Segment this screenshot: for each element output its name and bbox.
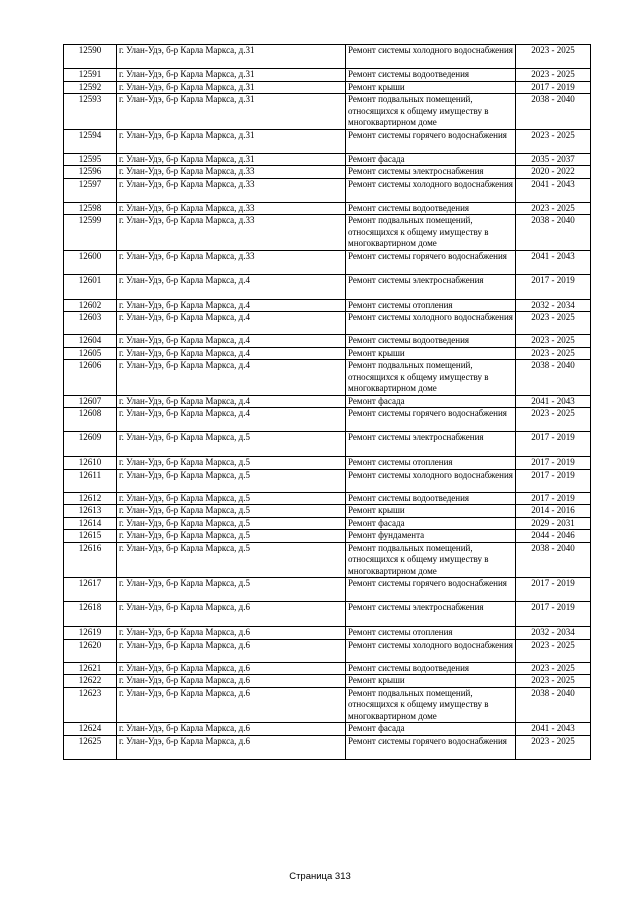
- table-row: [64, 335, 591, 348]
- row-work-type: Ремонт системы холодного водоснабжения: [346, 45, 516, 69]
- row-work-type: Ремонт системы горячего водоснабжения: [346, 408, 516, 432]
- row-address: г. Улан-Удэ, б-р Карла Маркса, д.5: [117, 432, 346, 457]
- row-address: г. Улан-Удэ, б-р Карла Маркса, д.6: [117, 639, 346, 662]
- row-work-type: Ремонт системы электроснабжения: [346, 166, 516, 179]
- row-number: 12607: [64, 395, 117, 408]
- row-address: г. Улан-Удэ, б-р Карла Маркса, д.33: [117, 250, 346, 274]
- table-row: [64, 542, 591, 578]
- row-period: 2023 - 2025: [516, 312, 591, 335]
- row-work-type: Ремонт подвальных помещений, относящихся к общему имуществу в многоквартирном доме: [346, 360, 516, 396]
- row-number: 12604: [64, 335, 117, 348]
- row-work-type: Ремонт подвальных помещений, относящихся к общему имуществу в многоквартирном доме: [346, 94, 516, 130]
- row-period: 2017 - 2019: [516, 602, 591, 627]
- row-address: г. Улан-Удэ, б-р Карла Маркса, д.4: [117, 274, 346, 299]
- table-row: [64, 299, 591, 312]
- row-work-type: Ремонт системы холодного водоснабжения: [346, 469, 516, 492]
- table-row: [64, 492, 591, 505]
- table-row: [64, 432, 591, 457]
- row-period: 2023 - 2025: [516, 639, 591, 662]
- row-address: г. Улан-Удэ, б-р Карла Маркса, д.31: [117, 69, 346, 82]
- row-period: 2023 - 2025: [516, 735, 591, 759]
- row-work-type: Ремонт системы отопления: [346, 627, 516, 640]
- table-row: [64, 69, 591, 82]
- row-period: 2014 - 2016: [516, 505, 591, 518]
- table-row: [64, 153, 591, 166]
- row-period: 2041 - 2043: [516, 178, 591, 202]
- table-row: [64, 360, 591, 396]
- row-address: г. Улан-Удэ, б-р Карла Маркса, д.6: [117, 602, 346, 627]
- row-work-type: Ремонт системы водоотведения: [346, 69, 516, 82]
- row-number: 12603: [64, 312, 117, 335]
- row-address: г. Улан-Удэ, б-р Карла Маркса, д.5: [117, 517, 346, 530]
- table-body: [64, 45, 591, 760]
- row-work-type: Ремонт крыши: [346, 505, 516, 518]
- row-period: 2023 - 2025: [516, 335, 591, 348]
- row-number: 12602: [64, 299, 117, 312]
- row-number: 12612: [64, 492, 117, 505]
- table-row: [64, 517, 591, 530]
- row-address: г. Улан-Удэ, б-р Карла Маркса, д.5: [117, 492, 346, 505]
- row-work-type: Ремонт системы водоотведения: [346, 202, 516, 215]
- row-number: 12591: [64, 69, 117, 82]
- row-work-type: Ремонт системы горячего водоснабжения: [346, 578, 516, 602]
- row-period: 2038 - 2040: [516, 94, 591, 130]
- row-address: г. Улан-Удэ, б-р Карла Маркса, д.31: [117, 129, 346, 153]
- row-work-type: Ремонт системы горячего водоснабжения: [346, 129, 516, 153]
- row-period: 2017 - 2019: [516, 492, 591, 505]
- row-period: 2044 - 2046: [516, 530, 591, 543]
- table-row: [64, 735, 591, 759]
- row-period: 2041 - 2043: [516, 395, 591, 408]
- repair-schedule-table: [63, 44, 591, 760]
- row-work-type: Ремонт системы электроснабжения: [346, 432, 516, 457]
- row-number: 12609: [64, 432, 117, 457]
- row-address: г. Улан-Удэ, б-р Карла Маркса, д.6: [117, 723, 346, 736]
- row-period: 2023 - 2025: [516, 202, 591, 215]
- row-work-type: Ремонт системы холодного водоснабжения: [346, 312, 516, 335]
- row-address: г. Улан-Удэ, б-р Карла Маркса, д.31: [117, 153, 346, 166]
- row-address: г. Улан-Удэ, б-р Карла Маркса, д.6: [117, 662, 346, 675]
- row-period: 2023 - 2025: [516, 662, 591, 675]
- row-number: 12614: [64, 517, 117, 530]
- row-number: 12598: [64, 202, 117, 215]
- table-row: [64, 202, 591, 215]
- row-work-type: Ремонт системы холодного водоснабжения: [346, 178, 516, 202]
- row-period: 2023 - 2025: [516, 69, 591, 82]
- row-address: г. Улан-Удэ, б-р Карла Маркса, д.6: [117, 687, 346, 723]
- table-row: [64, 178, 591, 202]
- row-address: г. Улан-Удэ, б-р Карла Маркса, д.5: [117, 578, 346, 602]
- row-number: 12597: [64, 178, 117, 202]
- table-row: [64, 274, 591, 299]
- row-address: г. Улан-Удэ, б-р Карла Маркса, д.6: [117, 675, 346, 688]
- table-row: [64, 129, 591, 153]
- row-address: г. Улан-Удэ, б-р Карла Маркса, д.4: [117, 347, 346, 360]
- row-period: 2041 - 2043: [516, 250, 591, 274]
- table-row: [64, 627, 591, 640]
- row-work-type: Ремонт системы холодного водоснабжения: [346, 639, 516, 662]
- row-period: 2032 - 2034: [516, 627, 591, 640]
- row-work-type: Ремонт системы электроснабжения: [346, 602, 516, 627]
- row-period: 2035 - 2037: [516, 153, 591, 166]
- row-address: г. Улан-Удэ, б-р Карла Маркса, д.31: [117, 45, 346, 69]
- row-address: г. Улан-Удэ, б-р Карла Маркса, д.4: [117, 360, 346, 396]
- table-row: [64, 602, 591, 627]
- row-address: г. Улан-Удэ, б-р Карла Маркса, д.5: [117, 457, 346, 470]
- row-number: 12619: [64, 627, 117, 640]
- table-row: [64, 408, 591, 432]
- row-work-type: Ремонт системы отопления: [346, 299, 516, 312]
- row-number: 12599: [64, 215, 117, 251]
- table-row: [64, 723, 591, 736]
- row-number: 12613: [64, 505, 117, 518]
- row-work-type: Ремонт фасада: [346, 517, 516, 530]
- row-number: 12605: [64, 347, 117, 360]
- row-number: 12590: [64, 45, 117, 69]
- row-number: 12625: [64, 735, 117, 759]
- row-number: 12594: [64, 129, 117, 153]
- row-address: г. Улан-Удэ, б-р Карла Маркса, д.33: [117, 202, 346, 215]
- row-period: 2017 - 2019: [516, 578, 591, 602]
- row-number: 12622: [64, 675, 117, 688]
- row-work-type: Ремонт крыши: [346, 347, 516, 360]
- row-address: г. Улан-Удэ, б-р Карла Маркса, д.5: [117, 505, 346, 518]
- row-work-type: Ремонт крыши: [346, 81, 516, 94]
- row-period: 2041 - 2043: [516, 723, 591, 736]
- row-work-type: Ремонт системы водоотведения: [346, 492, 516, 505]
- table-row: [64, 578, 591, 602]
- row-work-type: Ремонт системы горячего водоснабжения: [346, 250, 516, 274]
- table-row: [64, 662, 591, 675]
- row-address: г. Улан-Удэ, б-р Карла Маркса, д.6: [117, 735, 346, 759]
- table-row: [64, 395, 591, 408]
- row-number: 12620: [64, 639, 117, 662]
- row-number: 12606: [64, 360, 117, 396]
- row-number: 12615: [64, 530, 117, 543]
- row-address: г. Улан-Удэ, б-р Карла Маркса, д.6: [117, 627, 346, 640]
- row-period: 2017 - 2019: [516, 81, 591, 94]
- row-number: 12616: [64, 542, 117, 578]
- table-row: [64, 675, 591, 688]
- row-period: 2020 - 2022: [516, 166, 591, 179]
- row-period: 2017 - 2019: [516, 457, 591, 470]
- row-period: 2023 - 2025: [516, 129, 591, 153]
- table-row: [64, 639, 591, 662]
- table-row: [64, 347, 591, 360]
- row-period: 2038 - 2040: [516, 687, 591, 723]
- row-period: 2023 - 2025: [516, 408, 591, 432]
- row-work-type: Ремонт фундамента: [346, 530, 516, 543]
- row-work-type: Ремонт системы отопления: [346, 457, 516, 470]
- row-address: г. Улан-Удэ, б-р Карла Маркса, д.4: [117, 312, 346, 335]
- page-number: Страница 313: [289, 871, 351, 882]
- row-number: 12618: [64, 602, 117, 627]
- row-number: 12596: [64, 166, 117, 179]
- row-number: 12608: [64, 408, 117, 432]
- table-row: [64, 469, 591, 492]
- table-row: [64, 166, 591, 179]
- row-address: г. Улан-Удэ, б-р Карла Маркса, д.5: [117, 469, 346, 492]
- table-row: [64, 94, 591, 130]
- row-address: г. Улан-Удэ, б-р Карла Маркса, д.31: [117, 81, 346, 94]
- row-address: г. Улан-Удэ, б-р Карла Маркса, д.5: [117, 542, 346, 578]
- row-period: 2017 - 2019: [516, 432, 591, 457]
- row-number: 12611: [64, 469, 117, 492]
- row-work-type: Ремонт фасада: [346, 723, 516, 736]
- row-number: 12621: [64, 662, 117, 675]
- row-address: г. Улан-Удэ, б-р Карла Маркса, д.4: [117, 408, 346, 432]
- row-address: г. Улан-Удэ, б-р Карла Маркса, д.4: [117, 299, 346, 312]
- row-number: 12595: [64, 153, 117, 166]
- row-address: г. Улан-Удэ, б-р Карла Маркса, д.4: [117, 335, 346, 348]
- row-period: 2017 - 2019: [516, 274, 591, 299]
- row-work-type: Ремонт подвальных помещений, относящихся к общему имуществу в многоквартирном доме: [346, 687, 516, 723]
- table-row: [64, 505, 591, 518]
- row-address: г. Улан-Удэ, б-р Карла Маркса, д.33: [117, 166, 346, 179]
- row-work-type: Ремонт системы электроснабжения: [346, 274, 516, 299]
- row-work-type: Ремонт системы горячего водоснабжения: [346, 735, 516, 759]
- table-row: [64, 250, 591, 274]
- row-address: г. Улан-Удэ, б-р Карла Маркса, д.4: [117, 395, 346, 408]
- row-address: г. Улан-Удэ, б-р Карла Маркса, д.33: [117, 178, 346, 202]
- row-work-type: Ремонт системы водоотведения: [346, 662, 516, 675]
- row-work-type: Ремонт подвальных помещений, относящихся к общему имуществу в многоквартирном доме: [346, 542, 516, 578]
- row-work-type: Ремонт фасада: [346, 395, 516, 408]
- row-period: 2023 - 2025: [516, 45, 591, 69]
- row-work-type: Ремонт крыши: [346, 675, 516, 688]
- row-number: 12623: [64, 687, 117, 723]
- table-row: [64, 687, 591, 723]
- row-number: 12617: [64, 578, 117, 602]
- table-row: [64, 312, 591, 335]
- table-row: [64, 457, 591, 470]
- table-row: [64, 81, 591, 94]
- row-number: 12593: [64, 94, 117, 130]
- row-address: г. Улан-Удэ, б-р Карла Маркса, д.33: [117, 215, 346, 251]
- row-period: 2038 - 2040: [516, 360, 591, 396]
- row-period: 2029 - 2031: [516, 517, 591, 530]
- row-address: г. Улан-Удэ, б-р Карла Маркса, д.31: [117, 94, 346, 130]
- table-row: [64, 215, 591, 251]
- row-number: 12601: [64, 274, 117, 299]
- row-work-type: Ремонт подвальных помещений, относящихся к общему имуществу в многоквартирном доме: [346, 215, 516, 251]
- table-row: [64, 530, 591, 543]
- row-work-type: Ремонт системы водоотведения: [346, 335, 516, 348]
- table-row: [64, 45, 591, 69]
- row-period: 2017 - 2019: [516, 469, 591, 492]
- row-period: 2038 - 2040: [516, 215, 591, 251]
- row-number: 12592: [64, 81, 117, 94]
- row-number: 12600: [64, 250, 117, 274]
- row-period: 2038 - 2040: [516, 542, 591, 578]
- row-work-type: Ремонт фасада: [346, 153, 516, 166]
- row-period: 2023 - 2025: [516, 347, 591, 360]
- row-period: 2032 - 2034: [516, 299, 591, 312]
- row-period: 2023 - 2025: [516, 675, 591, 688]
- row-address: г. Улан-Удэ, б-р Карла Маркса, д.5: [117, 530, 346, 543]
- row-number: 12624: [64, 723, 117, 736]
- row-number: 12610: [64, 457, 117, 470]
